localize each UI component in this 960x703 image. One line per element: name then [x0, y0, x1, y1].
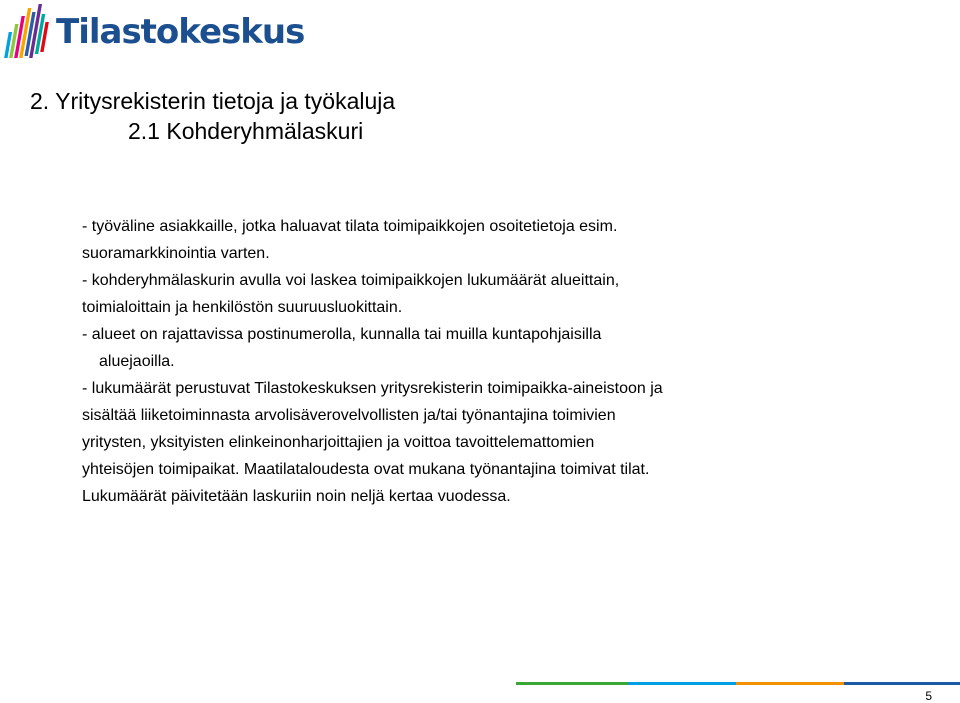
footer-stripe [736, 682, 844, 685]
logo-text: Tilastokeskus [56, 12, 305, 52]
body-line: Lukumäärät päivitetään laskuriin noin neljä kertaa vuodessa. [82, 488, 511, 505]
footer-stripe [516, 682, 628, 685]
body-line: aluejaoilla. [99, 353, 175, 370]
footer-stripe [844, 682, 960, 685]
body-line: sisältää liiketoiminnasta arvolisäverovelvollisten ja/tai työnantajina toimivien [82, 407, 616, 424]
body-line: yhteisöjen toimipaikat. Maatilataloudesta ovat mukana työnantajina toimivat tilat. [82, 461, 650, 478]
body-line: - kohderyhmälaskurin avulla voi laskea toimipaikkojen lukumäärät alueittain, [82, 272, 620, 289]
tilastokeskus-logo-icon [4, 2, 50, 62]
slide-body [82, 213, 942, 510]
body-line: - työväline asiakkaille, jotka haluavat tilata toimipaikkojen osoitetietoja esim. [82, 218, 618, 235]
footer-stripe [628, 682, 736, 685]
slide-title-line-1: 2. Yritysrekisterin tietoja ja työkaluja [30, 88, 396, 114]
slide-title-line-2: 2.1 Kohderyhmälaskuri [128, 118, 364, 144]
body-line: suoramarkkinointia varten. [82, 245, 270, 262]
body-line: - alueet on rajattavissa postinumerolla, kunnalla tai muilla kuntapohjaisilla [82, 326, 602, 343]
slide-title [30, 86, 395, 146]
body-line: toimialoittain ja henkilöstön suuruusluokittain. [82, 299, 403, 316]
body-line: yritysten, yksityisten elinkeinonharjoittajien ja voittoa tavoittelemattomien [82, 434, 595, 451]
body-line: - lukumäärät perustuvat Tilastokeskuksen yritysrekisterin toimipaikka-aineistoon ja [82, 380, 663, 397]
logo [0, 0, 305, 70]
page-number: 5 [925, 689, 932, 703]
